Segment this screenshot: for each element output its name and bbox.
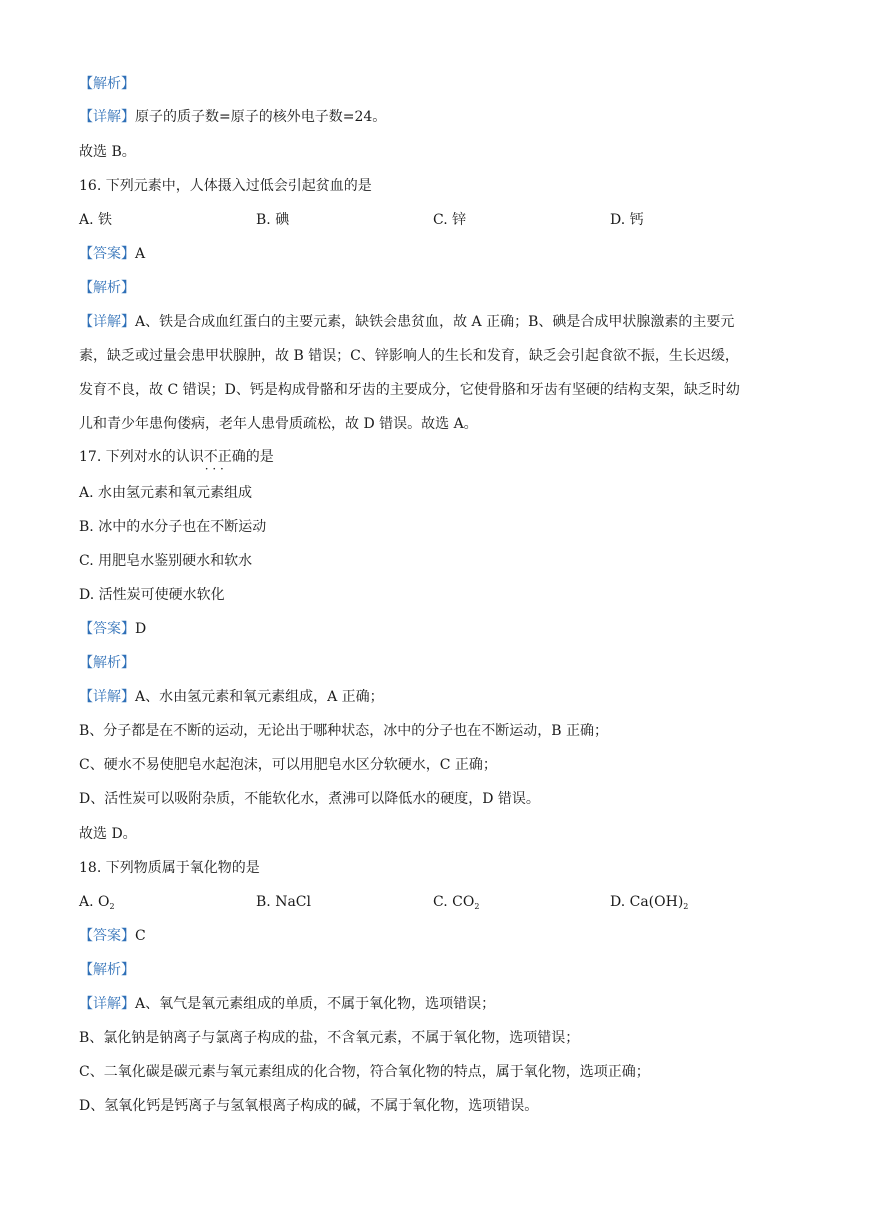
detail-line: 【详解】A、铁是合成血红蛋白的主要元素，缺铁会患贫血，故 A 正确；B、碘是合成甲状腺激素的主要元 — [79, 314, 735, 330]
q16-option-b: B. 碘 — [256, 212, 290, 228]
q16-option-c: C. 锌 — [433, 212, 467, 228]
question-17: 17. 下列对水的认识不正确 · · ·的是 — [79, 447, 274, 467]
detail-line: 发育不良，故 C 错误；D、钙是构成骨骼和牙齿的主要成分，它使骨胳和牙齿有坚硬的结构支架，缺乏时幼 — [79, 382, 740, 398]
analysis-heading: 【解析】 — [79, 76, 135, 92]
conclusion-line: 故选 B。 — [79, 144, 136, 160]
question-16: 16. 下列元素中，人体摄入过低会引起贫血的是 — [79, 178, 372, 194]
q17-option-a: A. 水由氢元素和氧元素组成 — [79, 485, 253, 501]
answer-line: 【答案】D — [79, 621, 147, 637]
detail-line: B、分子都是在不断的运动，无论出于哪种状态，冰中的分子也在不断运动，B 正确； — [79, 723, 609, 739]
answer-line: 【答案】C — [79, 928, 146, 944]
detail-line: 【详解】A、氧气是氧元素组成的单质，不属于氧化物，选项错误； — [79, 996, 496, 1012]
emphasis-dots: 不正确 · · · — [204, 447, 246, 467]
conclusion-line: 故选 D。 — [79, 826, 137, 842]
detail-line: D、活性炭可以吸附杂质，不能软化水，煮沸可以降低水的硬度，D 错误。 — [79, 791, 540, 807]
q18-option-d: D. $Ca(OH)_2$ — [610, 894, 689, 911]
q18-option-b: B. NaCl — [256, 894, 311, 910]
analysis-heading: 【解析】 — [79, 280, 135, 296]
detail-line: B、氯化钠是钠离子与氯离子构成的盐，不含氧元素，不属于氧化物，选项错误； — [79, 1030, 580, 1046]
detail-line: 素，缺乏或过量会患甲状腺肿，故 B 错误；C、锌影响人的生长和发育，缺乏会引起食欲不振，生长迟缓， — [79, 348, 739, 364]
q17-option-c: C. 用肥皂水鉴别硬水和软水 — [79, 553, 253, 569]
q16-option-d: D. 钙 — [610, 212, 644, 228]
q18-option-c: C. $CO_2$ — [433, 894, 480, 911]
question-18: 18. 下列物质属于氧化物的是 — [79, 860, 260, 876]
detail-line: 【详解】A、水由氢元素和氧元素组成，A 正确； — [79, 689, 384, 705]
detail-line: 儿和青少年患佝偻病，老年人患骨质疏松，故 D 错误。故选 A。 — [79, 416, 478, 432]
analysis-heading: 【解析】 — [79, 655, 135, 671]
detail-line: C、二氧化碳是碳元素与氧元素组成的化合物，符合氧化物的特点，属于氧化物，选项正确； — [79, 1064, 650, 1080]
analysis-heading: 【解析】 — [79, 962, 135, 978]
detail-line: C、硬水不易使肥皂水起泡沫，可以用肥皂水区分软硬水，C 正确； — [79, 757, 497, 773]
q16-option-a: A. 铁 — [79, 212, 113, 228]
detail-line: D、氢氧化钙是钙离子与氢氧根离子构成的碱，不属于氧化物，选项错误。 — [79, 1098, 539, 1114]
q17-option-d: D. 活性炭可使硬水软化 — [79, 587, 225, 603]
q17-option-b: B. 冰中的水分子也在不断运动 — [79, 519, 267, 535]
q18-option-a: A. $O_2$ — [79, 894, 115, 911]
detail-line: 【详解】原子的质子数=原子的核外电子数=24。 — [79, 109, 387, 125]
answer-line: 【答案】A — [79, 246, 146, 262]
